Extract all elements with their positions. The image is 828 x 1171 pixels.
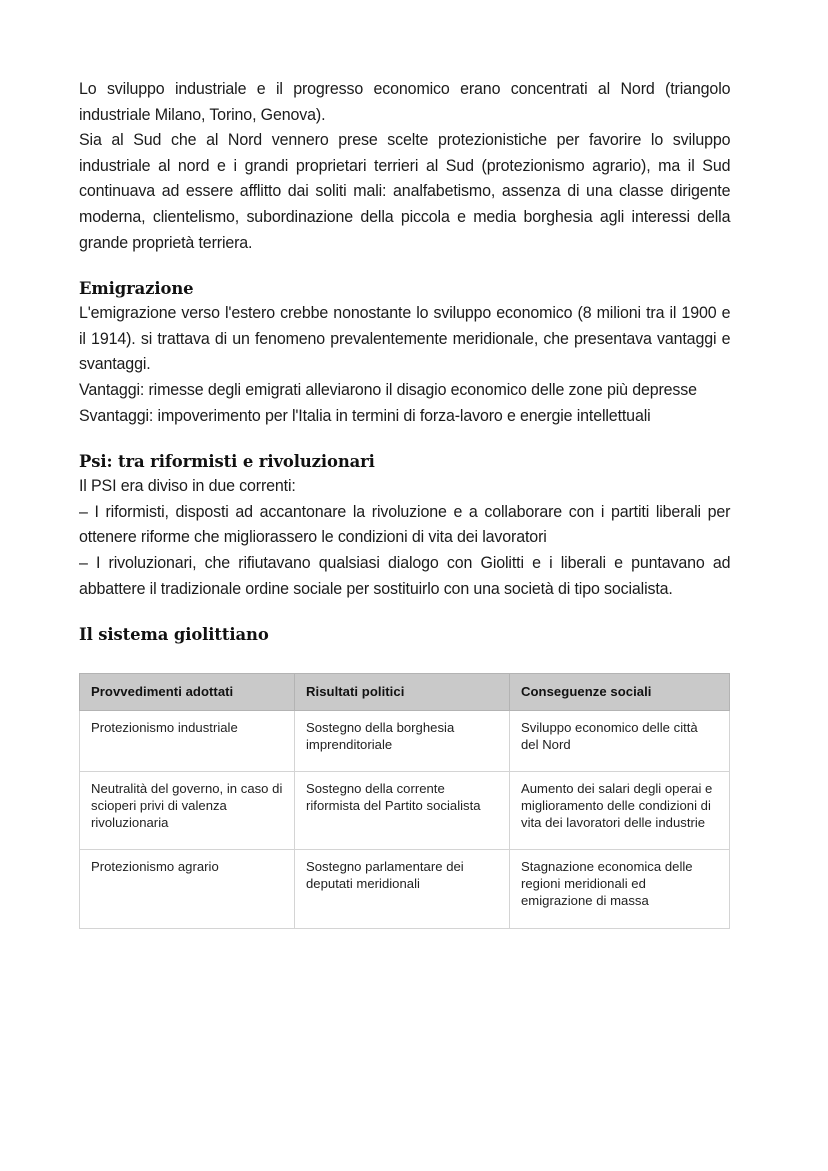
table-row [80,772,730,850]
table-cell: Neutralità del governo, in caso di scioperi privi di valenza rivoluzionaria [80,772,295,850]
table-cell: Aumento dei salari degli operai e miglioramento delle condizioni di vita dei lavoratori delle industrie [510,772,730,850]
table-cell: Protezionismo industriale [80,711,295,772]
column-header-risultati: Risultati politici [295,674,510,711]
section-heading-emigrazione: Emigrazione [79,279,194,299]
spacer [79,646,731,673]
column-header-provvedimenti: Provvedimenti adottati [80,674,295,711]
paragraph-emigrazione-3: Svantaggi: impoverimento per l'Italia in termini di forza-lavoro e energie intellettuali [79,405,651,425]
paragraph-psi-3: – I rivoluzionari, che rifiutavano qualsiasi dialogo con Giolitti e i liberali e puntavano ad abbattere il tradizionale ordine sociale per sostituirlo con una società di tipo socialista. [79,552,731,598]
table-container [79,673,729,929]
table-header-row [80,674,730,711]
table-cell: Protezionismo agrario [80,850,295,929]
spacer [79,428,731,450]
table-row [80,711,730,772]
column-header-conseguenze: Conseguenze sociali [510,674,730,711]
paragraph-psi-1: Il PSI era diviso in due correnti: [79,476,296,496]
giolitti-table [79,673,730,929]
table-head [80,674,730,711]
table-cell: Sostegno della borghesia imprenditoriale [295,711,510,772]
spacer [79,601,731,623]
paragraph-protezionismo: Sia al Sud che al Nord vennero prese scelte protezionistiche per favorire lo sviluppo industriale al nord e i grandi proprietari terrieri al Sud (protezionismo agrario), ma il Sud continuava ad essere afflitto dai soliti mali: analfabetismo, assenza di una classe dirigente moderna, clientelismo, subordinazione della piccola e media borghesia agli interessi della grande proprietà terriera. [79,130,731,252]
table-cell: Sostegno della corrente riformista del Partito socialista [295,772,510,850]
paragraph-emigrazione-2: Vantaggi: rimesse degli emigrati alleviarono il disagio economico delle zone più depresse [79,379,697,399]
paragraph-intro: Lo sviluppo industriale e il progresso economico erano concentrati al Nord (triangolo industriale Milano, Torino, Genova). [79,79,731,124]
section-heading-sistema-giolittiano: Il sistema giolittiano [79,625,269,645]
document-content [79,76,731,929]
section-heading-psi: Psi: tra riformisti e rivoluzionari [79,452,375,472]
paragraph-emigrazione-1: L'emigrazione verso l'estero crebbe nonostante lo sviluppo economico (8 milioni tra il 1900 e il 1914). si trattava di un fenomeno prevalentemente meridionale, che presentava vantaggi e svantaggi. [79,303,731,374]
table-cell: Sostegno parlamentare dei deputati meridionali [295,850,510,929]
table-body [80,711,730,929]
spacer [79,255,731,277]
paragraph-psi-2: – I riformisti, disposti ad accantonare la rivoluzione e a collaborare con i partiti liberali per ottenere riforme che migliorassero le condizioni di vita dei lavoratori [79,501,731,547]
table-cell: Sviluppo economico delle città del Nord [510,711,730,772]
table-cell: Stagnazione economica delle regioni meridionali ed emigrazione di massa [510,850,730,929]
table-row [80,850,730,929]
